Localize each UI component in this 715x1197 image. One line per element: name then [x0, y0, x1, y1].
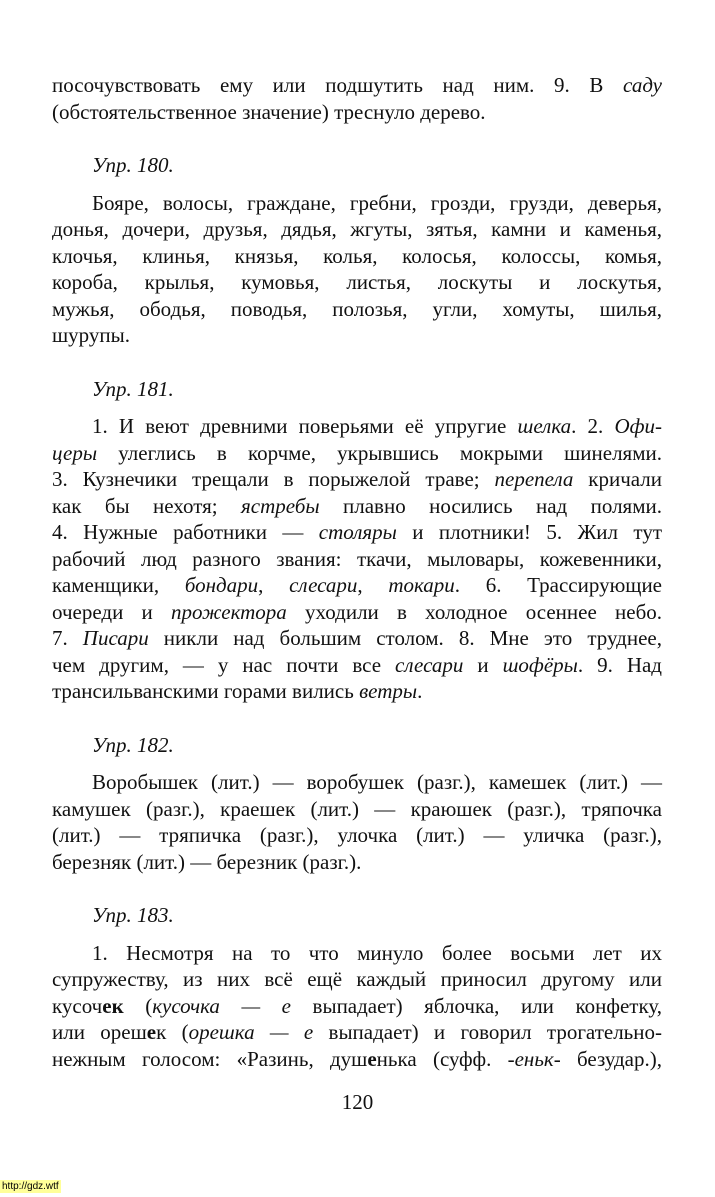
text-line: [52, 625, 662, 652]
italic-text: ястребы: [241, 493, 320, 518]
italic-text: шофёры: [502, 652, 578, 677]
text-run: кричали: [573, 467, 662, 491]
exercise-heading: Упр. 181.: [92, 376, 174, 401]
paragraph: [52, 190, 662, 349]
text-run: выпадает) яблочка, или конфетку,: [291, 993, 662, 1018]
text-run: . 9. Над: [577, 652, 662, 677]
text-line: [52, 466, 662, 493]
italic-text: токари: [388, 573, 455, 597]
paragraph: [52, 72, 662, 125]
text-run: ,: [258, 573, 290, 597]
italic-text: ветры: [359, 679, 418, 703]
text-run: .: [417, 679, 423, 703]
text-run: 4. Нужные работники —: [52, 520, 319, 544]
paragraph: [52, 940, 662, 1073]
text-line: [52, 493, 662, 520]
text-run: к (: [156, 1020, 189, 1044]
text-run: трансильванскими горами вились: [52, 679, 360, 703]
text-run: березняк (лит.) — березник (разг.).: [52, 849, 362, 874]
text-line: [52, 1019, 662, 1046]
text-run: как бы нехотя;: [52, 493, 242, 518]
text-run: камушек (разг.), краешек (лит.) — краюшек (разг.), тряпочка: [52, 796, 662, 821]
text-line: [52, 966, 662, 993]
italic-text: Писари: [82, 626, 149, 650]
text-line: [52, 243, 662, 270]
text-run: (: [123, 993, 153, 1018]
italic-text: столяры: [318, 520, 397, 544]
text-line: [52, 572, 662, 599]
text-run: рабочий люд разного звания: ткачи, мыловары, кожевенники,: [52, 546, 662, 571]
text-run: ,: [357, 573, 389, 597]
text-run: каменщики,: [52, 573, 185, 597]
text-run: донья, дочери, друзья, дядья, жгуты, зятья, камни и каменья,: [52, 217, 662, 241]
bold-text: ек: [102, 993, 124, 1018]
text-line: [52, 440, 662, 467]
italic-text: перепела: [494, 467, 574, 491]
text-line: [52, 413, 662, 440]
text-line: [52, 519, 662, 546]
text-line: [52, 940, 662, 967]
text-run: (обстоятельственное значение) треснуло дерево.: [52, 99, 486, 124]
bold-text: е: [367, 1046, 377, 1071]
text-run: или ореш: [52, 1020, 147, 1044]
paragraph: [52, 769, 662, 875]
text-run: плавно носились над полями.: [319, 493, 662, 518]
text-run: . 2.: [571, 414, 615, 438]
exercise-heading: Упр. 183.: [92, 903, 174, 927]
text-run: и плотники! 5. Жил тут: [396, 520, 662, 544]
text-line: [52, 546, 662, 573]
text-line: [52, 678, 662, 705]
text-run: и: [463, 652, 503, 677]
italic-text: бондари: [184, 573, 259, 597]
italic-text: орешка — е: [188, 1020, 314, 1044]
italic-text: прожектора: [171, 599, 287, 624]
page-text: [52, 72, 662, 1072]
text-run: супружеству, из них всё ещё каждый приносил другому или: [52, 967, 662, 991]
text-line: [52, 796, 662, 823]
text-line: [52, 296, 662, 323]
text-line: [52, 993, 662, 1020]
text-run: посочувствовать ему или подшутить над ним. 9. В: [52, 73, 624, 97]
text-line: [52, 190, 662, 217]
text-run: . 6. Трассирующие: [454, 573, 663, 597]
italic-text: шелка: [517, 414, 572, 438]
text-run: никли над большим столом. 8. Мне это труднее,: [148, 626, 662, 650]
text-run: нежным голосом: «Разинь, душ: [52, 1046, 368, 1071]
text-run: 7.: [52, 626, 83, 650]
text-line: [52, 99, 662, 126]
page-number: 120: [341, 1090, 374, 1114]
text-run: нька (суфф.: [376, 1046, 508, 1071]
text-run: улеглись в корчме, укрывшись мокрыми шинелями.: [97, 440, 662, 465]
italic-text: -еньк-: [507, 1046, 561, 1071]
text-line: [52, 72, 662, 99]
text-run: выпадает) и говорил трогательно-: [313, 1020, 662, 1044]
text-run: безудар.),: [560, 1046, 662, 1071]
text-run: клочья, клинья, князья, колья, колосья, колоссы, комья,: [52, 243, 662, 268]
paragraph: [52, 413, 662, 705]
italic-text: саду: [623, 73, 662, 97]
text-run: (лит.) — тряпичка (разг.), улочка (лит.) — уличка (разг.),: [52, 823, 662, 847]
text-line: [52, 269, 662, 296]
text-line: [52, 216, 662, 243]
text-line: [52, 822, 662, 849]
text-run: мужья, ободья, поводья, полозья, угли, хомуты, шилья,: [52, 296, 662, 321]
italic-text: слесари: [395, 652, 464, 677]
text-line: [52, 322, 662, 349]
text-run: кусоч: [52, 993, 103, 1018]
text-line: [52, 849, 662, 876]
text-run: 1. И веют древними поверьями её упругие: [92, 414, 518, 438]
italic-text: кусочка — е: [152, 993, 291, 1018]
text-run: уходили в холодное осеннее небо.: [286, 599, 662, 624]
text-line: [52, 1046, 662, 1073]
bold-text: е: [146, 1020, 157, 1044]
text-line: [52, 769, 662, 796]
text-run: 1. Несмотря на то что минуло более восьми лет их: [92, 940, 662, 965]
exercise-heading: Упр. 180.: [92, 153, 174, 177]
watermark-link[interactable]: http://gdz.wtf: [2, 1181, 59, 1192]
text-run: шурупы.: [52, 323, 130, 347]
italic-text: слесари: [289, 573, 358, 597]
text-line: [52, 652, 662, 679]
italic-text: церы: [52, 440, 98, 465]
text-run: Воробышек (лит.) — воробушек (разг.), камешек (лит.) —: [92, 770, 662, 794]
text-line: [52, 599, 662, 626]
italic-text: Офи-: [614, 414, 663, 438]
text-run: Бояре, волосы, граждане, гребни, грозди, грузди, деверья,: [92, 190, 662, 215]
text-run: 3. Кузнечики трещали в порыжелой траве;: [52, 467, 495, 491]
text-run: короба, крылья, кумовья, листья, лоскуты и лоскутья,: [52, 270, 662, 294]
text-run: очереди и: [52, 599, 172, 624]
text-run: чем другим, — у нас почти все: [52, 652, 396, 677]
exercise-heading: Упр. 182.: [92, 732, 174, 757]
